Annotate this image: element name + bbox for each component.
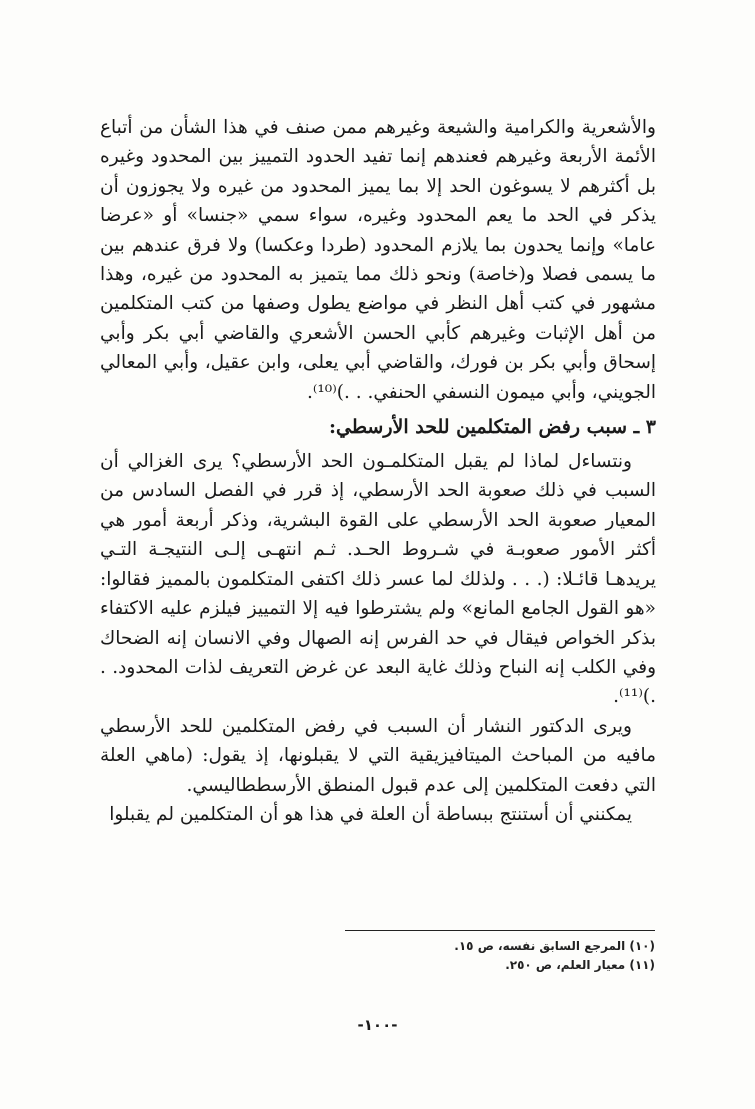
main-text — [100, 113, 656, 829]
body-paragraph-3: ويرى الدكتور النشار أن السبب في رفض المتكلمين للحد الأرسطي مافيه من المباحث الميتافيزيقية التي لا يقبلونها، إذ يقول: (ماهي العلة التي دفعت المتكلمين إلى عدم قبول المنطق الأرسططاليسي. — [100, 715, 656, 796]
section-heading: ٣ ـ سبب رفض المتكلمين للحد الأرسطي: — [328, 416, 656, 439]
body-paragraph-2: ونتساءل لماذا لم يقبل المتكلمـون الحد الأرسطي؟ يرى الغزالي أن السبب في ذلك صعوبة الحد الأرسطي، إذ قرر في الفصل السادس من المعيار صعوبة الحد الأرسطي على القوة البشرية، وذكر أربعة أمور هي أكثر الأمور صعوبـة في شـروط الحـد. ثـم انتهـى إلـى النتيجـة التـي يريدهـا قائـلا: (. . . ولذلك لما عسر ذلك اكتفى المتكلمون بالمميز فقالوا: «هو القول الجامع المانع» ولم يشترطوا فيه إلا التمييز فيلزم عليه الاكتفاء بذكر الخواص فيقال في حد الفرس إنه الصهال وفي الانسان إنه الضحاك وفي الكلب إنه النباح وذلك غاية البعد عن غرض التعريف لذات المحدود. . .)⁽¹¹⁾. — [100, 451, 656, 708]
footnote-divider — [345, 930, 655, 931]
footnote-10: (١٠) المرجع السابق نفسه، ص ١٥. — [454, 939, 655, 953]
page-number: -١٠٠- — [357, 1016, 398, 1034]
body-paragraph-1: والأشعرية والكرامية والشيعة وغيرهم ممن صنف في هذا الشأن من أتباع الأئمة الأربعة وغيرهم فعندهم إنما تفيد الحدود التمييز بين المحدود وغيره بل أكثرهم لا يسوغون الحد إلا بما يميز المحدود من غيره ولا يجوزون أن يذكر في الحد ما يعم المحدود وغيره، سواء سمي «جنسا» أو «عرضا عاما» وإنما يحدون بما يلازم المحدود (طردا وعكسا) ولا فرق عندهم بين ما يسمى فصلا و(خاصة) ونحو ذلك مما يتميز به المحدود من غيره، وهذا مشهور في كتب أهل النظر في مواضع يطول وصفها من كتب المتكلمين من أهل الإثبات وغيرهم كأبي الحسن الأشعري والقاضي أبي بكر وأبي إسحاق وأبي بكر بن فورك، والقاضي أبي يعلى، وابن عقيل، وأبي المعالي الجويني، وأبي ميمون النسفي الحنفي. . .)⁽¹⁰⁾. — [100, 117, 656, 403]
body-paragraph-4: يمكنني أن أستنتج ببساطة أن العلة في هذا هو أن المتكلمين لم يقبلوا — [109, 803, 632, 825]
footnote-11: (١١) معيار العلم، ص ٢٥٠. — [505, 958, 655, 972]
footnotes — [300, 937, 655, 975]
